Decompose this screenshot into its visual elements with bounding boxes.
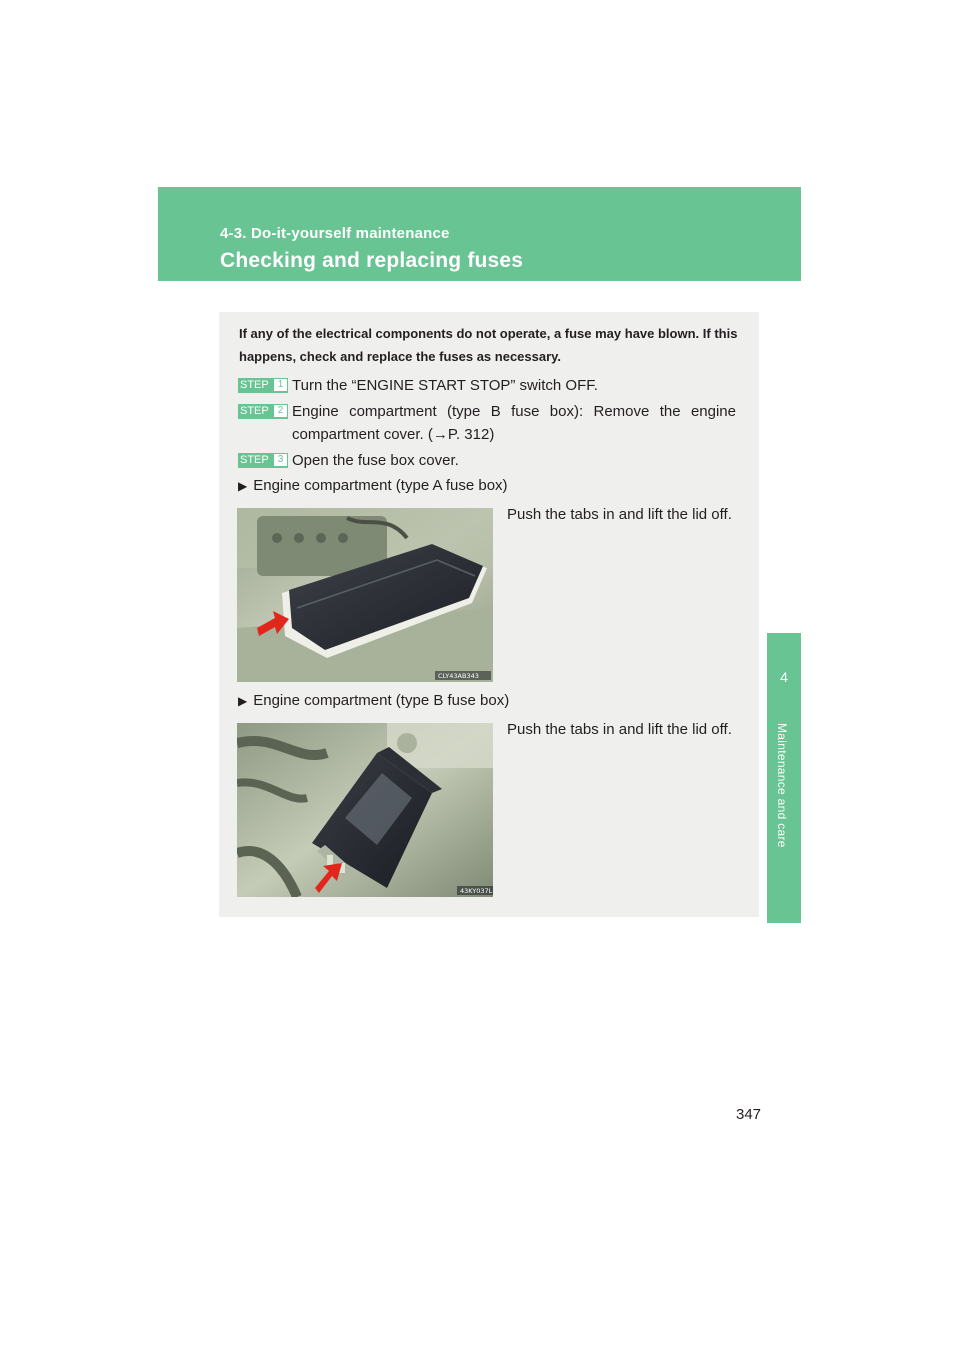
image-code: CLY43AB343 xyxy=(438,672,479,680)
step-text-3: Open the fuse box cover. xyxy=(292,452,459,469)
triangle-right-icon: ▶ xyxy=(238,694,248,708)
section-heading-type-a xyxy=(238,474,508,498)
step-badge-3 xyxy=(238,453,288,468)
chapter-label: Maintenance and care xyxy=(775,723,789,848)
chapter-side-tab[interactable] xyxy=(767,633,801,923)
step-number: 2 xyxy=(274,405,287,417)
section-label: 4-3. Do-it-yourself maintenance xyxy=(220,225,450,242)
page-number: 347 xyxy=(736,1106,762,1123)
caption-type-a: Push the tabs in and lift the lid off. xyxy=(507,506,732,523)
step-word: STEP xyxy=(240,405,269,417)
step-number: 3 xyxy=(274,454,287,466)
section-heading-text: Engine compartment (type B fuse box) xyxy=(253,692,510,709)
image-code: 43KY037L xyxy=(460,887,493,895)
intro-text: If any of the electrical components do not operate, a fuse may have blown. If this happens, check and replace the fuses as necessary. xyxy=(239,326,738,364)
chapter-header xyxy=(158,187,801,281)
chapter-number: 4 xyxy=(780,669,788,685)
caption-type-b: Push the tabs in and lift the lid off. xyxy=(507,721,732,738)
step-text-1: Turn the “ENGINE START STOP” switch OFF. xyxy=(292,377,598,394)
fuse-box-type-b-photo xyxy=(237,723,493,897)
section-heading-type-b xyxy=(238,689,509,713)
step-badge-1 xyxy=(238,378,288,393)
fuse-box-type-a-photo xyxy=(237,508,493,682)
step-number: 1 xyxy=(274,379,287,391)
step-word: STEP xyxy=(240,454,269,466)
step-word: STEP xyxy=(240,379,269,391)
page-title: Checking and replacing fuses xyxy=(220,249,524,272)
section-heading-text: Engine compartment (type A fuse box) xyxy=(253,477,508,494)
step-badge-2 xyxy=(238,404,288,419)
step-text-2: Engine compartment (type B fuse box): Remove the engine compartment cover. (→P. 312) xyxy=(292,403,736,443)
content-panel xyxy=(219,312,759,917)
triangle-right-icon: ▶ xyxy=(238,479,248,493)
